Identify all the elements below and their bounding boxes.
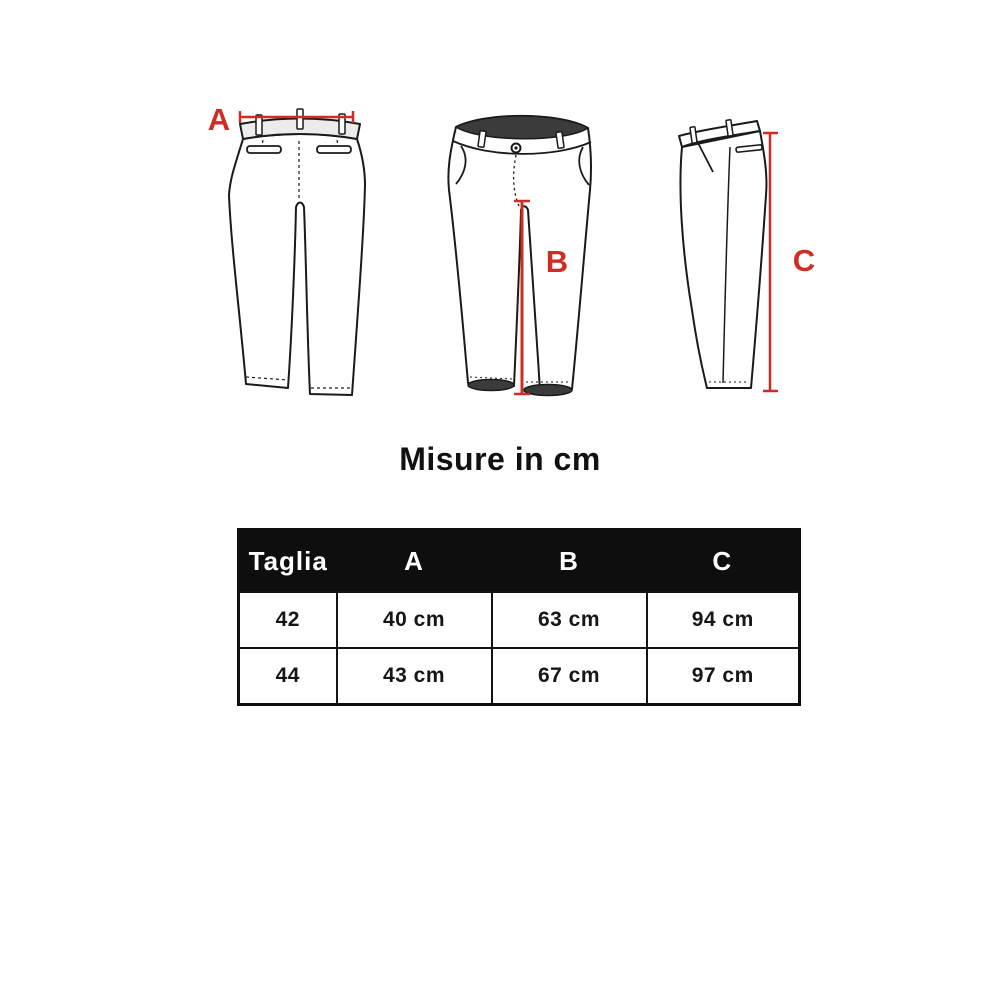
size-table-cell: 67 cm bbox=[492, 648, 647, 705]
size-table-header-c: C bbox=[647, 530, 800, 593]
size-table-header-a: A bbox=[337, 530, 492, 593]
size-table-row-44 bbox=[239, 648, 800, 705]
size-table-cell: 43 cm bbox=[337, 648, 492, 705]
size-table-cell: 40 cm bbox=[337, 592, 492, 648]
size-table-header-b: B bbox=[492, 530, 647, 593]
size-table-header-taglia: Taglia bbox=[239, 530, 337, 593]
size-table bbox=[237, 528, 801, 706]
pants-back-view-drawing bbox=[229, 109, 365, 395]
front-button bbox=[512, 144, 521, 153]
measurement-b-label: B bbox=[545, 244, 569, 279]
pants-measurement-diagram bbox=[0, 0, 1000, 435]
size-table-cell: 44 bbox=[239, 648, 337, 705]
size-table-cell: 63 cm bbox=[492, 592, 647, 648]
size-table-header-row bbox=[239, 530, 800, 593]
measurement-a-label: A bbox=[207, 102, 231, 137]
size-table-cell: 42 bbox=[239, 592, 337, 648]
size-table-cell: 97 cm bbox=[647, 648, 800, 705]
measurement-c-label: C bbox=[792, 243, 816, 278]
size-table-cell: 94 cm bbox=[647, 592, 800, 648]
pants-front-view-drawing bbox=[448, 116, 591, 396]
size-table-row-42 bbox=[239, 592, 800, 648]
page-title: Misure in cm bbox=[399, 441, 601, 477]
pants-side-view-drawing bbox=[679, 120, 766, 388]
